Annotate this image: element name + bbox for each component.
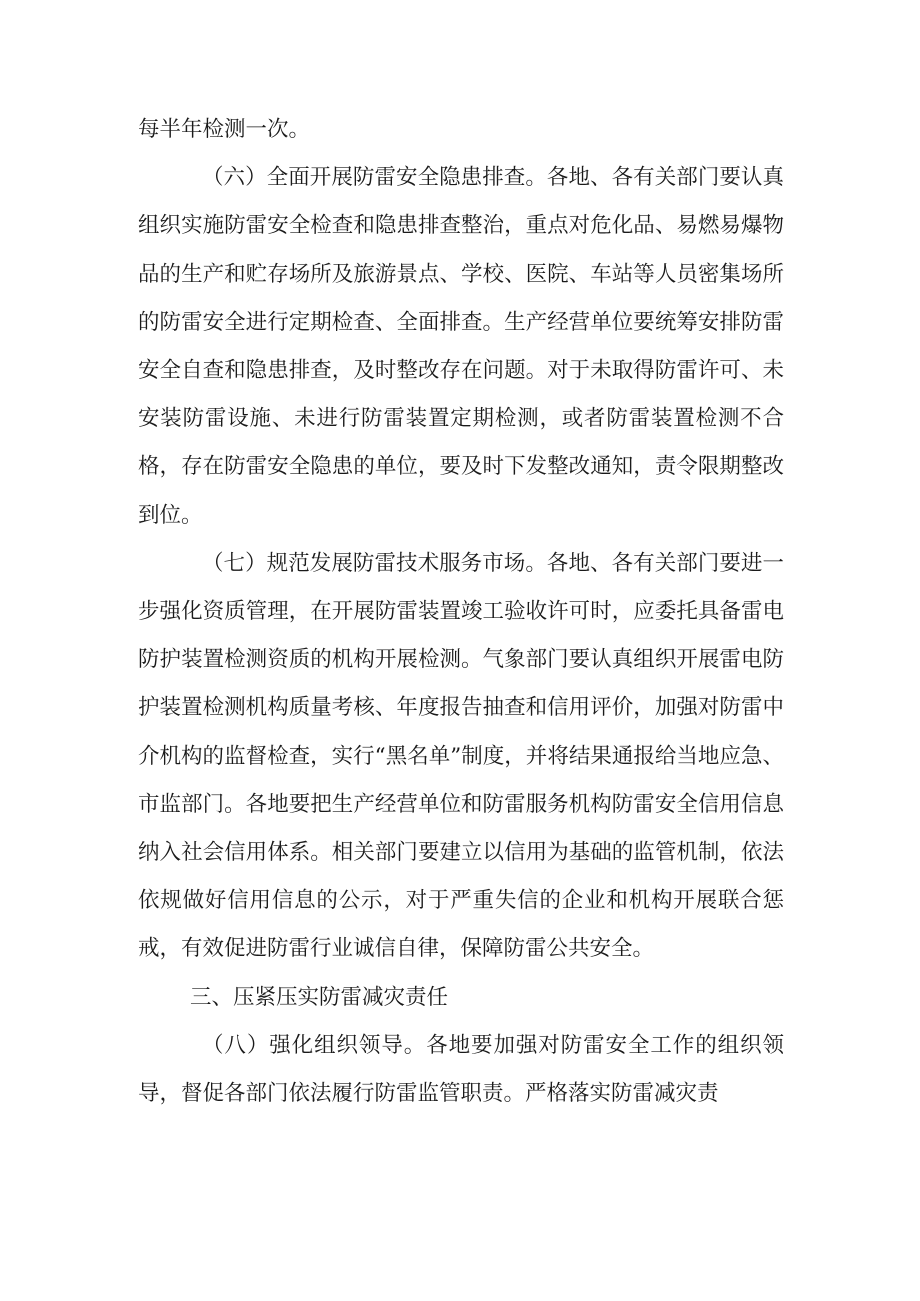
paragraph-continuation: 每半年检测一次。 <box>138 117 311 142</box>
paragraph-item-7: （七）规范发展防雷技术服务市场。各地、各有关部门要进一步强化资质管理，在开展防雷装置竣工验收许可时，应委托具备雷电防护装置检测资质的机构开展检测。气象部门要认真组织开展雷电防护装置检测机构质量考核、年度报告抽查和信用评价，加强对防雷中介机构的监督检查，实行“黑名单”制度，并将结果通报给当地应急、市监部门。各地要把生产经营单位和防雷服务机构防雷安全信用信息纳入社会信用体系。相关部门要建立以信用为基础的监管机制，依法依规做好信用信息的公示，对于严重失信的企业和机构开展联合惩戒，有效促进防雷行业诚信自律，保障防雷公共安全。 <box>138 550 784 962</box>
paragraph-item-8: （八）强化组织领导。各地要加强对防雷安全工作的组织领导，督促各部门依法履行防雷监管职责。严格落实防雷减灾责 <box>138 1032 784 1107</box>
section-heading-3: 三、压紧压实防雷减灾责任 <box>190 984 449 1010</box>
paragraph-item-6: （六）全面开展防雷安全隐患排查。各地、各有关部门要认真组织实施防雷安全检查和隐患排查整治，重点对危化品、易燃易爆物品的生产和贮存场所及旅游景点、学校、医院、车站等人员密集场所的防雷安全进行定期检查、全面排查。生产经营单位要统筹安排防雷安全自查和隐患排查，及时整改存在问题。对于未取得防雷许可、未安装防雷设施、未进行防雷装置定期检测，或者防雷装置检测不合格，存在防雷安全隐患的单位，要及时下发整改通知，责令限期整改到位。 <box>138 165 784 528</box>
document-page <box>138 106 784 1118</box>
